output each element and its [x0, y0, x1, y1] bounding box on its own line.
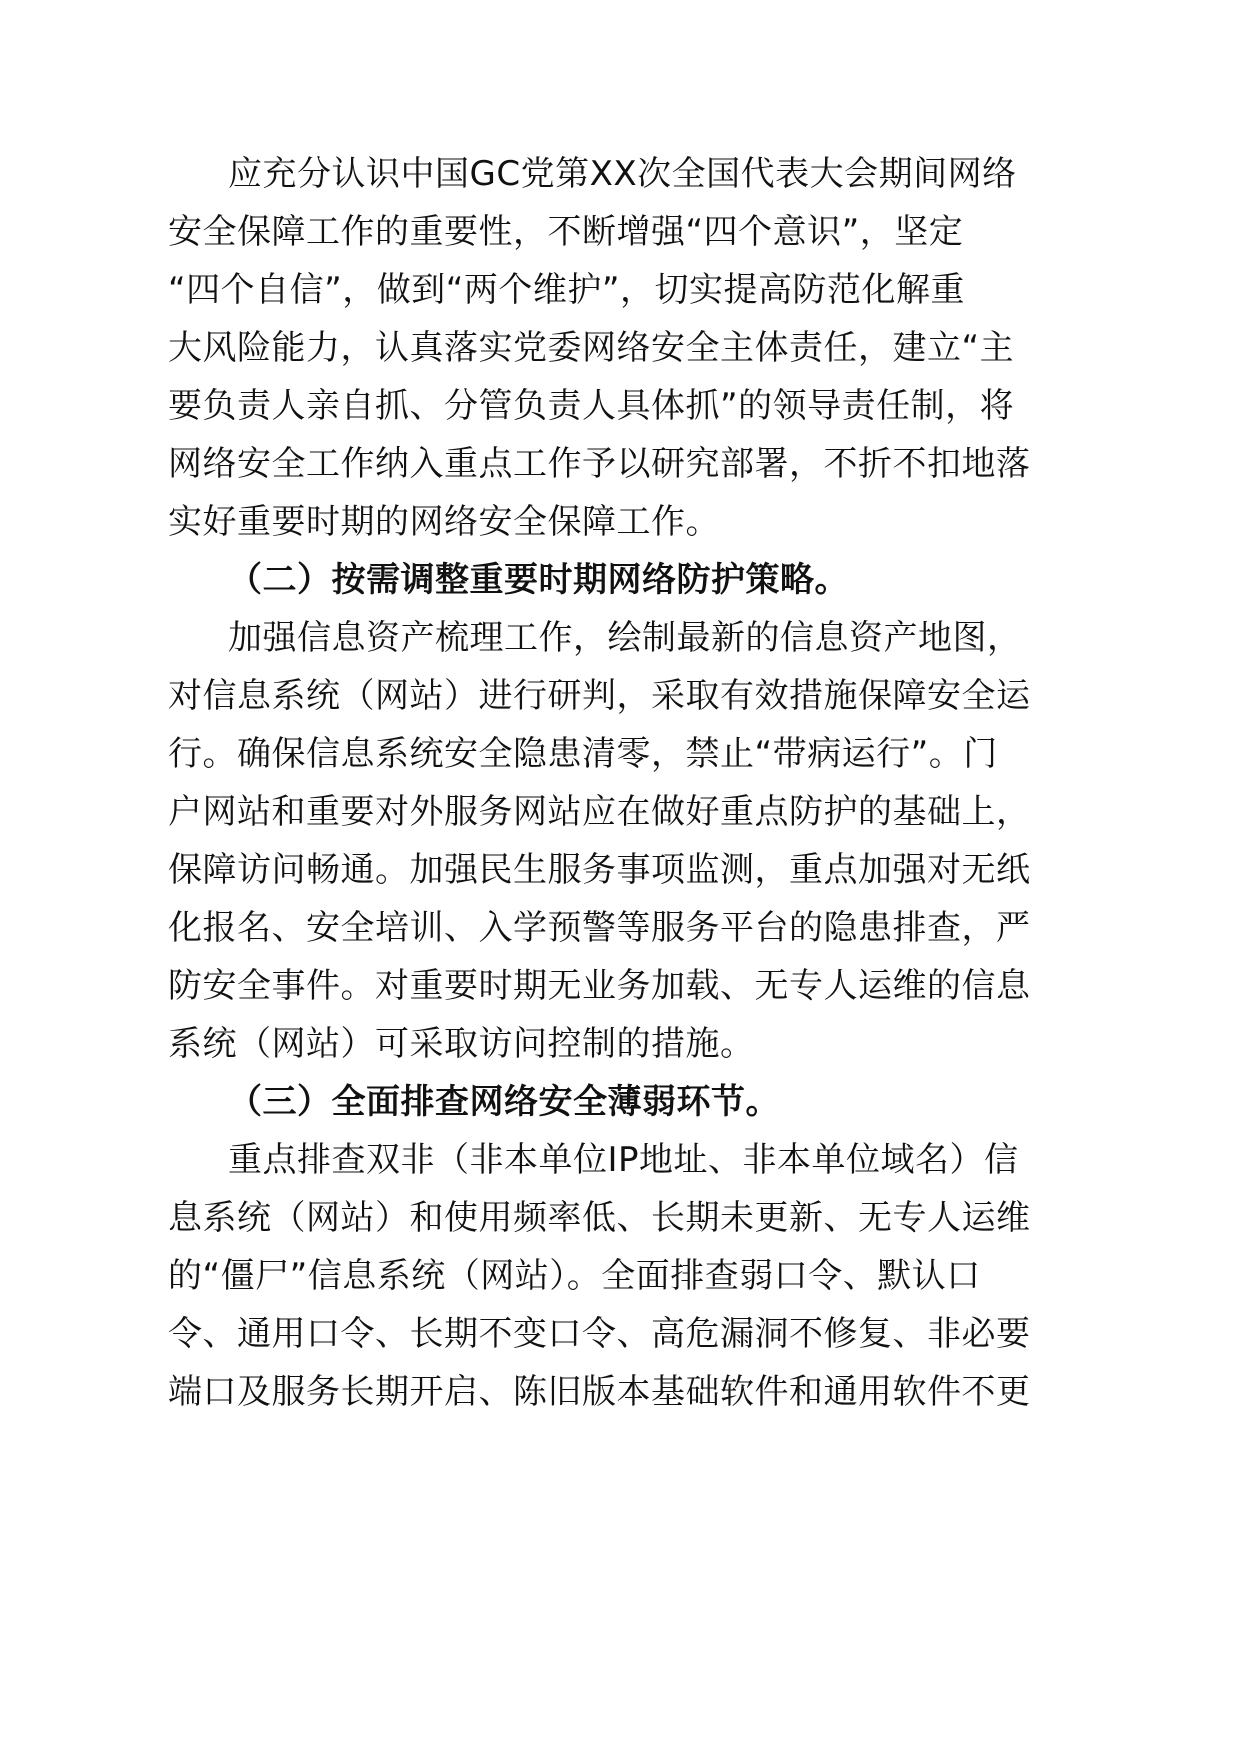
paragraph-2-line-4: 户网站和重要对外服务网站应在做好重点防护的基础上， — [168, 792, 1031, 832]
paragraph-1-line-4: 大风险能力，认真落实党委网络安全主体责任，建立“主 — [168, 328, 1015, 368]
paragraph-3-line-2: 息系统（网站）和使用频率低、长期未更新、无专人运维 — [168, 1198, 1031, 1238]
paragraph-2-line-8: 系统（网站）可采取访问控制的措施。 — [168, 1024, 755, 1064]
section-heading-3: （三）全面排查网络安全薄弱环节。 — [228, 1082, 780, 1122]
paragraph-3-line-5: 端口及服务长期开启、陈旧版本基础软件和通用软件不更 — [168, 1372, 1031, 1412]
paragraph-2-line-6: 化报名、安全培训、入学预警等服务平台的隐患排查，严 — [168, 908, 1031, 948]
paragraph-2-line-3: 行。确保信息系统安全隐患清零，禁止“带病运行”。门 — [168, 734, 998, 774]
paragraph-2-line-7: 防安全事件。对重要时期无业务加载、无专人运维的信息 — [168, 966, 1031, 1006]
paragraph-2-line-5: 保障访问畅通。加强民生服务事项监测，重点加强对无纸 — [168, 850, 1031, 890]
paragraph-2-line-1: 加强信息资产梳理工作，绘制最新的信息资产地图， — [228, 618, 1022, 658]
paragraph-1-line-2: 安全保障工作的重要性，不断增强“四个意识”，坚定 — [168, 212, 964, 252]
paragraph-2-line-2: 对信息系统（网站）进行研判，采取有效措施保障安全运 — [168, 676, 1031, 716]
paragraph-1-line-3: “四个自信”，做到“两个维护”，切实提高防范化解重 — [168, 270, 965, 310]
paragraph-1-line-1: 应充分认识中国GC党第XX次全国代表大会期间网络 — [228, 154, 1017, 194]
paragraph-3-line-1: 重点排查双非（非本单位IP地址、非本单位域名）信 — [228, 1140, 1019, 1180]
section-heading-2: （二）按需调整重要时期网络防护策略。 — [228, 560, 849, 600]
paragraph-1-line-5: 要负责人亲自抓、分管负责人具体抓”的领导责任制，将 — [168, 386, 1015, 426]
paragraph-3-line-3: 的“僵尸”信息系统（网站）。全面排查弱口令、默认口 — [168, 1256, 981, 1296]
paragraph-1-line-7: 实好重要时期的网络安全保障工作。 — [168, 502, 720, 542]
paragraph-1-line-6: 网络安全工作纳入重点工作予以研究部署，不折不扣地落 — [168, 444, 1031, 484]
paragraph-3-line-4: 令、通用口令、长期不变口令、高危漏洞不修复、非必要 — [168, 1314, 1031, 1354]
